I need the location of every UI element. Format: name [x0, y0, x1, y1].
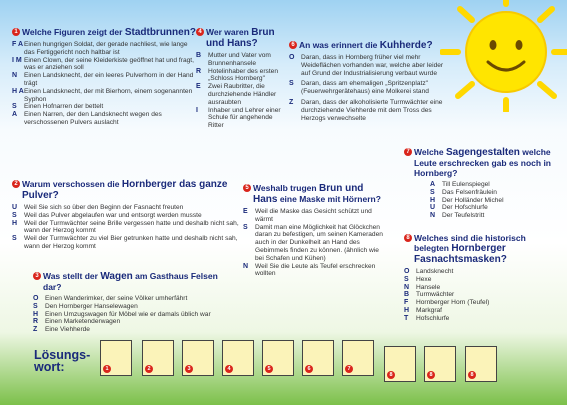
option: H Der Holländer Michel [430, 196, 504, 204]
solution-box-8[interactable] [384, 346, 416, 382]
number-badge: 6 [305, 365, 313, 373]
option: E Weil die Maske das Gesicht schützt und wärmt [243, 208, 372, 223]
option: S Den Hornberger Hanselewagen [33, 302, 138, 310]
option: S Weil der Turmwächter zu viel Bier getrunken hatte und deshalb nicht sah, wann der Herzog kommt [12, 235, 238, 250]
option: H Weil der Turmwächter seine Brille vergessen hatte und deshalb nicht sah, wann der Herzog kommt [12, 219, 239, 235]
option: O Daran, dass in Hornberg früher viel mehr Weideflächen vorhanden war, welche aber leider auf Grund der Industrialisierung verbaut wurde [289, 54, 444, 77]
question-5 [243, 183, 389, 278]
option: F A Einen hungrigen Soldat, der gerade nachliest, wie lange das Fertiggericht noch haltbar ist [12, 41, 188, 56]
option: H Einen Umzugswagen für Möbel wie er damals üblich war [33, 310, 211, 318]
option: A Einen Narren, der den Landsknecht wegen des verschossenen Pulvers auslacht [12, 111, 162, 126]
question-3 [33, 271, 233, 334]
number-badge: 8 [387, 371, 395, 379]
option: I Inhaber und Lehrer einer Schule für angehende Ritter [196, 106, 281, 130]
option: N Weil Sie die Leute als Teufel erschrecken wollten [243, 262, 376, 278]
option: S Weil das Pulver abgelaufen war und entsorgt werden musste [12, 211, 202, 219]
option: Z Daran, dass der alkoholisierte Turmwächter eine durchziehende Viehherde mit dem Tross des Herzogs verwechselte [289, 98, 443, 122]
number-badge: 8 [427, 371, 435, 379]
number-badge: 7 [404, 148, 412, 156]
question-7 [404, 147, 556, 220]
option: E Zwei Raubritter, die durchziehende Händler ausraubten [196, 83, 277, 106]
solution-box-9[interactable] [424, 346, 456, 382]
number-badge: 2 [12, 180, 20, 188]
question-8-title: 8 Welches sind die historisch belegten Hornberger Fasnachtsmasken? [404, 233, 556, 265]
option: S Hexe [404, 275, 432, 283]
option: B Turmwächter [404, 291, 455, 299]
question-6 [289, 40, 449, 122]
solution-box-3[interactable] [182, 340, 214, 376]
option: U Weil Sie sich so über den Beginn der Fasnacht freuten [12, 204, 184, 211]
solution-box-4[interactable] [222, 340, 254, 376]
question-4-title: 4 Wer waren Brun und Hans? [196, 27, 284, 49]
question-2-title: 2 Warum verschossen die Hornberger das ganze Pulver? [12, 179, 244, 201]
option: R Einen Marketenderwagen [33, 318, 121, 326]
option: T Hofschlurfe [404, 314, 450, 322]
solution-box-10[interactable] [465, 346, 497, 382]
question-6-title: 6 An was erinnert die Kuhherde? [289, 40, 449, 51]
option: F Hornberger Horn (Teufel) [404, 299, 490, 307]
number-badge: 1 [103, 365, 111, 373]
number-badge: 7 [345, 365, 353, 373]
number-badge: 3 [185, 365, 193, 373]
option: S Einen Hofnarren der bettelt [12, 103, 104, 111]
question-8 [404, 233, 556, 323]
option: O Landsknecht [404, 268, 454, 275]
option: Z Eine Viehherde [33, 326, 90, 334]
option: S Damit man eine Möglichkeit hat Glöckchen daran zu befestigen, um seinen Kameraden auch in der Dunkelheit an Hand des Gebimmels finden zu können. (ähnlich wie bei Schafen und Kühen) [243, 223, 383, 262]
solution-box-1[interactable] [100, 340, 132, 376]
number-badge: 1 [12, 28, 20, 36]
option: O Einen Wanderimker, der seine Völker umherfährt [33, 295, 188, 302]
question-2 [12, 179, 244, 251]
number-badge: 4 [225, 365, 233, 373]
number-badge: 5 [243, 184, 251, 192]
sun-icon [440, 0, 567, 112]
number-badge: 2 [145, 365, 153, 373]
number-badge: 3 [33, 272, 41, 280]
number-badge: 8 [404, 234, 412, 242]
question-1 [12, 27, 197, 127]
number-badge: 8 [468, 371, 476, 379]
option: A Till Eulenspiegel [430, 181, 490, 188]
option: S Daran, dass am ehemaligen „Spritzenplatz" (Feuerwehrgerätehaus) eine Molkerei stand [289, 80, 429, 96]
solution-box-5[interactable] [262, 340, 294, 376]
option: N Einen Landsknecht, der ein leeres Pulverhorn in der Hand trägt [12, 72, 194, 87]
solution-box-6[interactable] [302, 340, 334, 376]
solution-box-7[interactable] [342, 340, 374, 376]
option: R Hotelinhaber des ersten „Schloss Hornberg" [196, 67, 279, 83]
solution-label: Lösungs- wort: [34, 348, 91, 374]
question-4 [196, 27, 284, 130]
option: H Markgraf [404, 306, 443, 314]
number-badge: 5 [265, 365, 273, 373]
option: U Der Hofschlurfe [430, 204, 488, 212]
number-badge: 4 [196, 28, 204, 36]
option: H A Einen Landsknecht, der mit Bierhorn, einem sogenannten Syphon [12, 87, 193, 103]
solution-box-2[interactable] [142, 340, 174, 376]
option: N Hansele [404, 283, 441, 291]
question-3-title: 3 Was stellt der Wagen am Gasthaus Felsen dar? [33, 271, 233, 292]
question-7-title: 7 Welche Sagengestalten welche Leute erschrecken gab es noch in Hornberg? [404, 147, 556, 178]
option: B Mutter und Vater vom Brunnenhansele [196, 52, 271, 67]
option: I M Einen Clown, der seine Kleiderkiste geöffnet hat und fragt, was er anziehen soll [12, 56, 194, 72]
option: S Das Felsenfräulein [430, 188, 497, 196]
number-badge: 6 [289, 41, 297, 49]
question-1-title: 1 Welche Figuren zeigt der Stadtbrunnen? [12, 27, 197, 38]
option: N Der Teufelstritt [430, 212, 485, 220]
question-5-title: 5 Weshalb trugen Brun und Hans eine Maske mit Hörnern? [243, 183, 389, 205]
